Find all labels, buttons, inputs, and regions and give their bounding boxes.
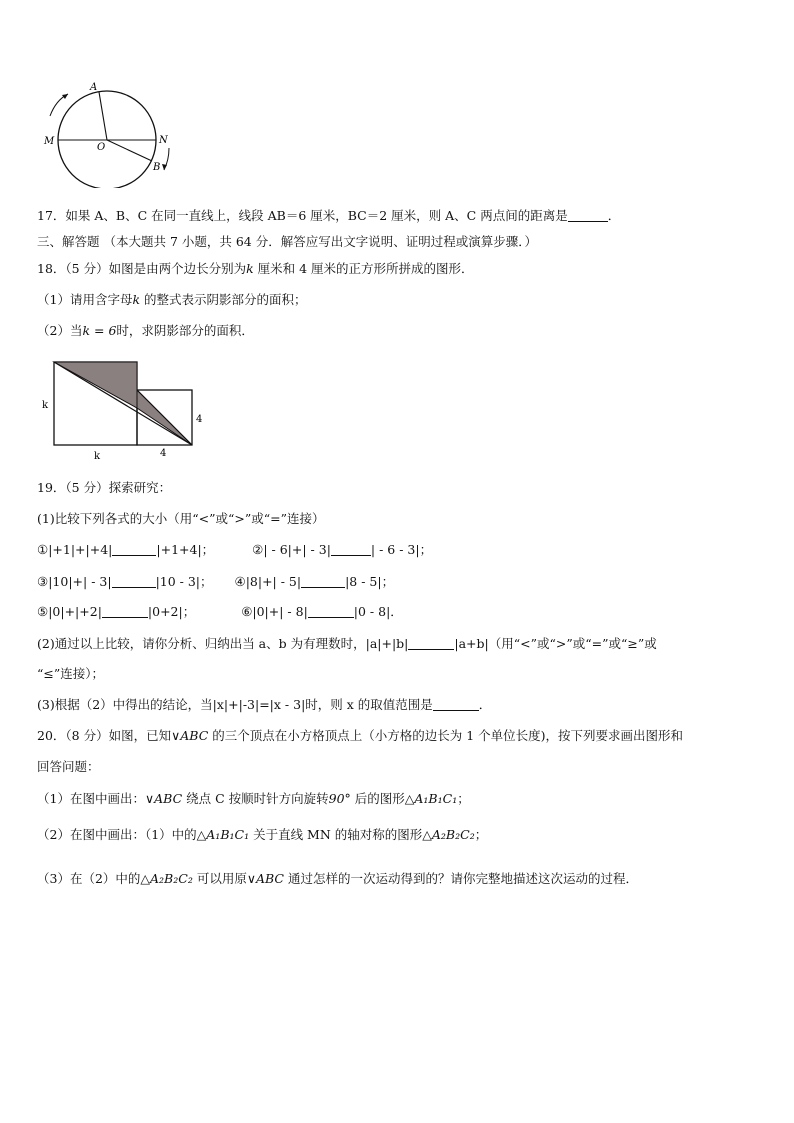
question-19-part2: (2)通过以上比较，请你分析、归纳出当 a、b 为有理数时，|a|+|b| |a+b|（用“<”或“>”或“=”或“≥”或 — [37, 636, 657, 651]
label-k-bottom: k — [94, 451, 101, 462]
compare-row-2: ③|10|+| - 3| |10 - 3|； ④|8|+| - 5| |8 - 5|； — [37, 574, 395, 589]
answer-blank[interactable] — [308, 605, 354, 618]
answer-blank[interactable] — [112, 575, 156, 588]
circle-figure — [38, 78, 198, 188]
question-17: 17．如果 A、B、C 在同一直线上，线段 AB＝6 厘米，BC＝2 厘米，则 A、C 两点间的距离是 ． — [37, 208, 621, 223]
question-18-intro: 18．（5 分）如图是由两个边长分别为k 厘米和 4 厘米的正方形所拼成的图形． — [37, 261, 474, 276]
label-4-bottom: 4 — [160, 448, 167, 459]
answer-blank[interactable] — [568, 209, 608, 222]
question-19-part3: (3)根据（2）中得出的结论，当|x|+|-3|=|x - 3|时，则 x 的取值范围是 ． — [37, 697, 492, 712]
answer-blank[interactable] — [433, 698, 479, 711]
question-18-part1: （1）请用含字母k 的整式表示阴影部分的面积； — [37, 292, 307, 307]
question-20-intro-cont: 回答问题： — [37, 759, 100, 774]
arrowhead-right — [162, 164, 167, 170]
question-20-part3: （3）在（2）中的△A₂B₂C₂ 可以用原∨ABC 通过怎样的一次运动得到的？请你完整地描述这次运动的过程． — [37, 871, 638, 886]
section-3-heading: 三、解答题 （本大题共 7 小题，共 64 分．解答应写出文字说明、证明过程或演算步骤．） — [37, 234, 537, 249]
label-A: A — [90, 82, 98, 93]
question-19-part2-cont: “≤”连接）； — [37, 666, 105, 681]
question-20-part2: （2）在图中画出：（1）中的△A₁B₁C₁ 关于直线 MN 的轴对称的图形△A₂B₂C₂； — [37, 827, 488, 842]
question-19-intro: 19．（5 分）探索研究： — [37, 480, 172, 495]
label-N: N — [159, 135, 168, 146]
question-18-part2: （2）当k = 6时，求阴影部分的面积． — [37, 323, 254, 338]
radius-OB — [107, 140, 152, 161]
squares-figure — [36, 356, 216, 466]
label-B: B — [153, 162, 161, 173]
answer-blank[interactable] — [102, 605, 148, 618]
question-19-part1: (1)比较下列各式的大小（用“<”或“>”或“=”连接） — [37, 511, 325, 526]
label-k-side: k — [42, 400, 49, 411]
answer-blank[interactable] — [301, 575, 345, 588]
answer-blank[interactable] — [408, 637, 454, 650]
label-4-side: 4 — [196, 414, 203, 425]
compare-row-3: ⑤|0|+|+2| |0+2|； ⑥|0|+| - 8| |0 - 8|． — [37, 604, 403, 619]
answer-blank[interactable] — [331, 543, 371, 556]
compare-row-1: ①|+1|+|+4| |+1+4|； ②| - 6|+| - 3| | - 6 - 3|； — [37, 542, 433, 557]
question-20-intro: 20．（8 分）如图，已知∨ABC 的三个顶点在小方格顶点上（小方格的边长为 1 个单位长度)，按下列要求画出图形和 — [37, 728, 684, 743]
label-M: M — [44, 136, 55, 147]
arrowhead-left — [62, 94, 68, 99]
label-O: O — [97, 142, 106, 153]
question-20-part1: （1）在图中画出：∨ABC 绕点 C 按顺时针方向旋转90° 后的图形△A₁B₁C₁； — [37, 791, 470, 806]
radius-OA — [99, 92, 107, 140]
answer-blank[interactable] — [112, 543, 156, 556]
